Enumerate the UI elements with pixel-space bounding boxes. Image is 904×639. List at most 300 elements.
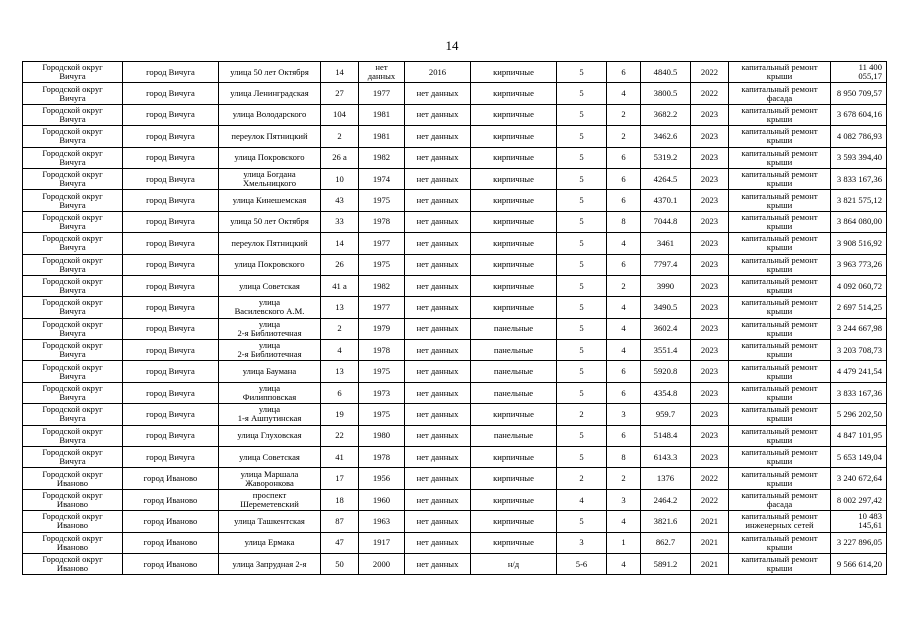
cell-work: капитальный ремонт крыши bbox=[729, 211, 831, 232]
cell-reconstructed: нет данных bbox=[405, 447, 471, 468]
cell-material: кирпичные bbox=[471, 83, 557, 104]
cell-district: Городской округ Вичуга bbox=[23, 104, 123, 125]
cell-street: улица Маршала Жаворонкова bbox=[219, 468, 321, 489]
cell-district: Городской округ Вичуга bbox=[23, 404, 123, 425]
table-row bbox=[23, 62, 887, 83]
cell-settlement: город Иваново bbox=[123, 468, 219, 489]
cell-district: Городской округ Вичуга bbox=[23, 168, 123, 189]
cell-material: кирпичные bbox=[471, 511, 557, 532]
cell-district: Городской округ Вичуга bbox=[23, 425, 123, 446]
cell-reconstructed: нет данных bbox=[405, 511, 471, 532]
table-row bbox=[23, 425, 887, 446]
cell-house: 6 bbox=[321, 382, 359, 403]
cell-area: 3800.5 bbox=[641, 83, 691, 104]
cell-work: капитальный ремонт крыши bbox=[729, 468, 831, 489]
table-row bbox=[23, 532, 887, 553]
cell-entrances: 6 bbox=[607, 62, 641, 83]
cell-built: 1975 bbox=[359, 254, 405, 275]
cell-house: 19 bbox=[321, 404, 359, 425]
table-row bbox=[23, 382, 887, 403]
cell-district: Городской округ Вичуга bbox=[23, 382, 123, 403]
cell-reconstructed: нет данных bbox=[405, 147, 471, 168]
cell-reconstructed: нет данных bbox=[405, 340, 471, 361]
cell-house: 104 bbox=[321, 104, 359, 125]
cell-entrances: 6 bbox=[607, 168, 641, 189]
cell-street: улица Володарского bbox=[219, 104, 321, 125]
cell-built: 1977 bbox=[359, 83, 405, 104]
cell-material: панельные bbox=[471, 361, 557, 382]
cell-cost: 11 400 055,17 bbox=[831, 62, 887, 83]
cell-entrances: 4 bbox=[607, 318, 641, 339]
cell-entrances: 6 bbox=[607, 190, 641, 211]
cell-floors: 5 bbox=[557, 382, 607, 403]
table-row bbox=[23, 489, 887, 510]
cell-reconstructed: нет данных bbox=[405, 297, 471, 318]
cell-entrances: 3 bbox=[607, 489, 641, 510]
cell-material: кирпичные bbox=[471, 104, 557, 125]
cell-area: 3462.6 bbox=[641, 126, 691, 147]
cell-reconstructed: нет данных bbox=[405, 489, 471, 510]
cell-street: улица Кинешемская bbox=[219, 190, 321, 211]
cell-settlement: город Вичуга bbox=[123, 168, 219, 189]
cell-floors: 5 bbox=[557, 297, 607, 318]
cell-material: кирпичные bbox=[471, 297, 557, 318]
cell-settlement: город Вичуга bbox=[123, 147, 219, 168]
cell-area: 3821.6 bbox=[641, 511, 691, 532]
cell-area: 5920.8 bbox=[641, 361, 691, 382]
cell-year: 2023 bbox=[691, 340, 729, 361]
cell-reconstructed: нет данных bbox=[405, 361, 471, 382]
cell-floors: 5 bbox=[557, 147, 607, 168]
table-body bbox=[23, 62, 887, 575]
cell-area: 3551.4 bbox=[641, 340, 691, 361]
cell-floors: 5 bbox=[557, 233, 607, 254]
cell-material: н/д bbox=[471, 553, 557, 574]
cell-area: 2464.2 bbox=[641, 489, 691, 510]
cell-work: капитальный ремонт крыши bbox=[729, 62, 831, 83]
cell-settlement: город Вичуга bbox=[123, 62, 219, 83]
cell-year: 2023 bbox=[691, 147, 729, 168]
cell-settlement: город Иваново bbox=[123, 553, 219, 574]
cell-floors: 5 bbox=[557, 318, 607, 339]
cell-floors: 5 bbox=[557, 126, 607, 147]
cell-settlement: город Вичуга bbox=[123, 190, 219, 211]
cell-reconstructed: нет данных bbox=[405, 275, 471, 296]
cell-settlement: город Вичуга bbox=[123, 404, 219, 425]
cell-reconstructed: нет данных bbox=[405, 318, 471, 339]
cell-district: Городской округ Вичуга bbox=[23, 318, 123, 339]
cell-work: капитальный ремонт крыши bbox=[729, 104, 831, 125]
table-row bbox=[23, 233, 887, 254]
cell-area: 4354.8 bbox=[641, 382, 691, 403]
cell-settlement: город Вичуга bbox=[123, 254, 219, 275]
cell-district: Городской округ Вичуга bbox=[23, 297, 123, 318]
cell-built: 1917 bbox=[359, 532, 405, 553]
cell-work: капитальный ремонт инженерных сетей bbox=[729, 511, 831, 532]
cell-district: Городской округ Иваново bbox=[23, 511, 123, 532]
cell-house: 13 bbox=[321, 361, 359, 382]
cell-year: 2023 bbox=[691, 254, 729, 275]
table-row bbox=[23, 126, 887, 147]
cell-area: 5319.2 bbox=[641, 147, 691, 168]
cell-built: 1978 bbox=[359, 211, 405, 232]
cell-district: Городской округ Вичуга bbox=[23, 254, 123, 275]
cell-work: капитальный ремонт крыши bbox=[729, 382, 831, 403]
cell-material: кирпичные bbox=[471, 489, 557, 510]
cell-year: 2022 bbox=[691, 468, 729, 489]
cell-street: улица 50 лет Октября bbox=[219, 62, 321, 83]
cell-cost: 8 002 297,42 bbox=[831, 489, 887, 510]
cell-material: кирпичные bbox=[471, 254, 557, 275]
cell-floors: 5 bbox=[557, 83, 607, 104]
cell-year: 2023 bbox=[691, 233, 729, 254]
cell-area: 4370.1 bbox=[641, 190, 691, 211]
cell-entrances: 4 bbox=[607, 233, 641, 254]
cell-entrances: 2 bbox=[607, 468, 641, 489]
cell-settlement: город Вичуга bbox=[123, 104, 219, 125]
cell-entrances: 2 bbox=[607, 126, 641, 147]
cell-house: 4 bbox=[321, 340, 359, 361]
cell-material: кирпичные bbox=[471, 190, 557, 211]
cell-house: 50 bbox=[321, 553, 359, 574]
cell-built: 1975 bbox=[359, 361, 405, 382]
cell-reconstructed: нет данных bbox=[405, 211, 471, 232]
cell-work: капитальный ремонт фасада bbox=[729, 489, 831, 510]
cell-entrances: 4 bbox=[607, 340, 641, 361]
cell-district: Городской округ Иваново bbox=[23, 468, 123, 489]
cell-entrances: 8 bbox=[607, 211, 641, 232]
cell-built: 1975 bbox=[359, 404, 405, 425]
cell-house: 33 bbox=[321, 211, 359, 232]
cell-material: панельные bbox=[471, 340, 557, 361]
cell-street: улица Глуховская bbox=[219, 425, 321, 446]
cell-street: улица Баумана bbox=[219, 361, 321, 382]
cell-work: капитальный ремонт крыши bbox=[729, 404, 831, 425]
cell-material: кирпичные bbox=[471, 62, 557, 83]
cell-house: 26 bbox=[321, 254, 359, 275]
table-row bbox=[23, 553, 887, 574]
cell-cost: 3 821 575,12 bbox=[831, 190, 887, 211]
cell-material: панельные bbox=[471, 425, 557, 446]
cell-cost: 3 244 667,98 bbox=[831, 318, 887, 339]
cell-year: 2023 bbox=[691, 211, 729, 232]
cell-house: 26 а bbox=[321, 147, 359, 168]
cell-street: улица Ермака bbox=[219, 532, 321, 553]
cell-district: Городской округ Вичуга bbox=[23, 447, 123, 468]
cell-street: улица Василевского А.М. bbox=[219, 297, 321, 318]
cell-house: 43 bbox=[321, 190, 359, 211]
cell-floors: 5 bbox=[557, 190, 607, 211]
cell-entrances: 6 bbox=[607, 425, 641, 446]
cell-house: 14 bbox=[321, 62, 359, 83]
cell-cost: 4 082 786,93 bbox=[831, 126, 887, 147]
table-row bbox=[23, 447, 887, 468]
cell-street: улица Советская bbox=[219, 275, 321, 296]
cell-entrances: 8 bbox=[607, 447, 641, 468]
cell-street: улица Филипповская bbox=[219, 382, 321, 403]
cell-area: 7797.4 bbox=[641, 254, 691, 275]
cell-material: кирпичные bbox=[471, 168, 557, 189]
cell-settlement: город Вичуга bbox=[123, 275, 219, 296]
cell-floors: 5 bbox=[557, 275, 607, 296]
cell-house: 47 bbox=[321, 532, 359, 553]
cell-built: 1979 bbox=[359, 318, 405, 339]
cell-cost: 4 479 241,54 bbox=[831, 361, 887, 382]
table-row bbox=[23, 104, 887, 125]
cell-settlement: город Вичуга bbox=[123, 233, 219, 254]
cell-year: 2022 bbox=[691, 83, 729, 104]
cell-floors: 5 bbox=[557, 361, 607, 382]
table-row bbox=[23, 211, 887, 232]
cell-built: 1977 bbox=[359, 297, 405, 318]
cell-work: капитальный ремонт крыши bbox=[729, 532, 831, 553]
cell-reconstructed: нет данных bbox=[405, 404, 471, 425]
cell-year: 2023 bbox=[691, 126, 729, 147]
cell-floors: 2 bbox=[557, 468, 607, 489]
cell-entrances: 3 bbox=[607, 404, 641, 425]
cell-floors: 5 bbox=[557, 340, 607, 361]
cell-work: капитальный ремонт крыши bbox=[729, 147, 831, 168]
cell-floors: 4 bbox=[557, 489, 607, 510]
cell-settlement: город Вичуга bbox=[123, 382, 219, 403]
cell-material: кирпичные bbox=[471, 147, 557, 168]
cell-built: 1960 bbox=[359, 489, 405, 510]
cell-cost: 3 963 773,26 bbox=[831, 254, 887, 275]
cell-district: Городской округ Вичуга bbox=[23, 211, 123, 232]
cell-material: панельные bbox=[471, 382, 557, 403]
table-row bbox=[23, 83, 887, 104]
cell-settlement: город Иваново bbox=[123, 532, 219, 553]
cell-built: 1982 bbox=[359, 147, 405, 168]
cell-year: 2022 bbox=[691, 62, 729, 83]
cell-year: 2021 bbox=[691, 553, 729, 574]
cell-built: 1980 bbox=[359, 425, 405, 446]
cell-entrances: 1 bbox=[607, 532, 641, 553]
cell-work: капитальный ремонт крыши bbox=[729, 447, 831, 468]
cell-built: 1981 bbox=[359, 104, 405, 125]
cell-settlement: город Вичуга bbox=[123, 318, 219, 339]
cell-house: 14 bbox=[321, 233, 359, 254]
cell-built: 1982 bbox=[359, 275, 405, 296]
cell-work: капитальный ремонт крыши bbox=[729, 190, 831, 211]
cell-year: 2023 bbox=[691, 404, 729, 425]
cell-area: 1376 bbox=[641, 468, 691, 489]
cell-street: переулок Пятницкий bbox=[219, 126, 321, 147]
cell-street: переулок Пятницкий bbox=[219, 233, 321, 254]
cell-reconstructed: нет данных bbox=[405, 168, 471, 189]
cell-cost: 3 864 080,00 bbox=[831, 211, 887, 232]
cell-floors: 5 bbox=[557, 211, 607, 232]
cell-cost: 3 227 896,05 bbox=[831, 532, 887, 553]
cell-work: капитальный ремонт крыши bbox=[729, 425, 831, 446]
cell-house: 17 bbox=[321, 468, 359, 489]
cell-house: 2 bbox=[321, 126, 359, 147]
cell-entrances: 6 bbox=[607, 147, 641, 168]
cell-area: 3682.2 bbox=[641, 104, 691, 125]
cell-entrances: 6 bbox=[607, 254, 641, 275]
cell-floors: 5 bbox=[557, 168, 607, 189]
cell-area: 3490.5 bbox=[641, 297, 691, 318]
cell-work: капитальный ремонт крыши bbox=[729, 361, 831, 382]
table-row bbox=[23, 190, 887, 211]
cell-house: 41 а bbox=[321, 275, 359, 296]
cell-year: 2023 bbox=[691, 297, 729, 318]
cell-material: кирпичные bbox=[471, 211, 557, 232]
cell-cost: 4 092 060,72 bbox=[831, 275, 887, 296]
cell-material: кирпичные bbox=[471, 126, 557, 147]
cell-area: 3461 bbox=[641, 233, 691, 254]
cell-reconstructed: нет данных bbox=[405, 553, 471, 574]
cell-district: Городской округ Иваново bbox=[23, 489, 123, 510]
table-row bbox=[23, 361, 887, 382]
cell-district: Городской округ Вичуга bbox=[23, 361, 123, 382]
cell-built: 1956 bbox=[359, 468, 405, 489]
cell-street: улица 2-я Библиотечная bbox=[219, 318, 321, 339]
cell-floors: 5 bbox=[557, 104, 607, 125]
table-row bbox=[23, 404, 887, 425]
cell-settlement: город Вичуга bbox=[123, 425, 219, 446]
cell-work: капитальный ремонт крыши bbox=[729, 168, 831, 189]
cell-floors: 5 bbox=[557, 425, 607, 446]
cell-work: капитальный ремонт крыши bbox=[729, 553, 831, 574]
cell-entrances: 4 bbox=[607, 297, 641, 318]
cell-settlement: город Вичуга bbox=[123, 447, 219, 468]
cell-year: 2023 bbox=[691, 318, 729, 339]
cell-floors: 5 bbox=[557, 62, 607, 83]
cell-reconstructed: нет данных bbox=[405, 126, 471, 147]
cell-reconstructed: нет данных bbox=[405, 532, 471, 553]
cell-built: 1978 bbox=[359, 340, 405, 361]
cell-year: 2023 bbox=[691, 190, 729, 211]
cell-house: 41 bbox=[321, 447, 359, 468]
cell-street: улица Ташкентская bbox=[219, 511, 321, 532]
cell-cost: 9 566 614,20 bbox=[831, 553, 887, 574]
cell-year: 2021 bbox=[691, 532, 729, 553]
table-row bbox=[23, 340, 887, 361]
cell-cost: 10 483 145,61 bbox=[831, 511, 887, 532]
cell-area: 862.7 bbox=[641, 532, 691, 553]
cell-material: панельные bbox=[471, 318, 557, 339]
cell-settlement: город Вичуга bbox=[123, 361, 219, 382]
cell-material: кирпичные bbox=[471, 532, 557, 553]
cell-built: 1981 bbox=[359, 126, 405, 147]
cell-area: 3602.4 bbox=[641, 318, 691, 339]
cell-area: 4264.5 bbox=[641, 168, 691, 189]
table-row bbox=[23, 318, 887, 339]
cell-work: капитальный ремонт крыши bbox=[729, 254, 831, 275]
cell-entrances: 2 bbox=[607, 275, 641, 296]
cell-house: 18 bbox=[321, 489, 359, 510]
table-row bbox=[23, 511, 887, 532]
cell-street: улица Покровского bbox=[219, 254, 321, 275]
cell-district: Городской округ Вичуга bbox=[23, 275, 123, 296]
cell-area: 6143.3 bbox=[641, 447, 691, 468]
cell-cost: 3 593 394,40 bbox=[831, 147, 887, 168]
cell-cost: 5 653 149,04 bbox=[831, 447, 887, 468]
cell-settlement: город Иваново bbox=[123, 511, 219, 532]
cell-material: кирпичные bbox=[471, 233, 557, 254]
cell-work: капитальный ремонт фасада bbox=[729, 83, 831, 104]
cell-year: 2023 bbox=[691, 168, 729, 189]
cell-built: 1975 bbox=[359, 190, 405, 211]
cell-house: 10 bbox=[321, 168, 359, 189]
cell-entrances: 4 bbox=[607, 511, 641, 532]
table-row bbox=[23, 468, 887, 489]
table-row bbox=[23, 168, 887, 189]
cell-reconstructed: нет данных bbox=[405, 468, 471, 489]
cell-work: капитальный ремонт крыши bbox=[729, 275, 831, 296]
cell-year: 2023 bbox=[691, 104, 729, 125]
table-row bbox=[23, 275, 887, 296]
cell-entrances: 2 bbox=[607, 104, 641, 125]
cell-settlement: город Вичуга bbox=[123, 211, 219, 232]
cell-street: улица Советская bbox=[219, 447, 321, 468]
cell-settlement: город Иваново bbox=[123, 489, 219, 510]
cell-floors: 5-6 bbox=[557, 553, 607, 574]
cell-reconstructed: нет данных bbox=[405, 382, 471, 403]
cell-house: 13 bbox=[321, 297, 359, 318]
cell-entrances: 6 bbox=[607, 361, 641, 382]
cell-floors: 2 bbox=[557, 404, 607, 425]
cell-work: капитальный ремонт крыши bbox=[729, 340, 831, 361]
cell-year: 2023 bbox=[691, 382, 729, 403]
cell-cost: 3 833 167,36 bbox=[831, 168, 887, 189]
cell-district: Городской округ Вичуга bbox=[23, 83, 123, 104]
table-row bbox=[23, 254, 887, 275]
cell-reconstructed: нет данных bbox=[405, 190, 471, 211]
cell-entrances: 6 bbox=[607, 382, 641, 403]
cell-year: 2022 bbox=[691, 489, 729, 510]
cell-cost: 3 678 604,16 bbox=[831, 104, 887, 125]
cell-entrances: 4 bbox=[607, 83, 641, 104]
cell-year: 2023 bbox=[691, 275, 729, 296]
cell-district: Городской округ Вичуга bbox=[23, 190, 123, 211]
cell-street: улица Богдана Хмельницкого bbox=[219, 168, 321, 189]
cell-cost: 4 847 101,95 bbox=[831, 425, 887, 446]
cell-street: улица 1-я Ашпутинская bbox=[219, 404, 321, 425]
cell-street: улица 50 лет Октября bbox=[219, 211, 321, 232]
cell-cost: 3 203 708,73 bbox=[831, 340, 887, 361]
cell-cost: 2 697 514,25 bbox=[831, 297, 887, 318]
cell-reconstructed: нет данных bbox=[405, 425, 471, 446]
cell-cost: 3 908 516,92 bbox=[831, 233, 887, 254]
cell-year: 2023 bbox=[691, 361, 729, 382]
cell-district: Городской округ Вичуга bbox=[23, 340, 123, 361]
cell-work: капитальный ремонт крыши bbox=[729, 233, 831, 254]
cell-reconstructed: нет данных bbox=[405, 83, 471, 104]
cell-district: Городской округ Вичуга bbox=[23, 233, 123, 254]
cell-year: 2023 bbox=[691, 425, 729, 446]
cell-built: 1977 bbox=[359, 233, 405, 254]
cell-cost: 3 833 167,36 bbox=[831, 382, 887, 403]
cell-floors: 5 bbox=[557, 254, 607, 275]
cell-reconstructed: нет данных bbox=[405, 104, 471, 125]
housing-repair-table bbox=[22, 61, 887, 575]
cell-district: Городской округ Вичуга bbox=[23, 62, 123, 83]
cell-year: 2021 bbox=[691, 511, 729, 532]
cell-floors: 5 bbox=[557, 447, 607, 468]
cell-work: капитальный ремонт крыши bbox=[729, 126, 831, 147]
cell-area: 5891.2 bbox=[641, 553, 691, 574]
cell-built: 1963 bbox=[359, 511, 405, 532]
page-number: 14 bbox=[445, 38, 459, 53]
cell-district: Городской округ Иваново bbox=[23, 553, 123, 574]
cell-street: улица Покровского bbox=[219, 147, 321, 168]
cell-district: Городской округ Вичуга bbox=[23, 126, 123, 147]
cell-street: улица Ленинградская bbox=[219, 83, 321, 104]
cell-built: 1974 bbox=[359, 168, 405, 189]
cell-area: 3990 bbox=[641, 275, 691, 296]
